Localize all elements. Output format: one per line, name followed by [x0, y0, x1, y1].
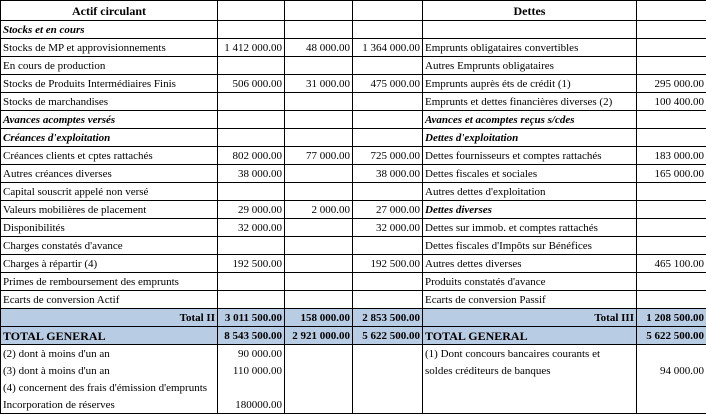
note-dettes-value [637, 379, 706, 396]
dettes-value: 295 000.00 [637, 75, 706, 93]
dettes-header: Dettes [423, 1, 637, 21]
amort-value [285, 237, 353, 255]
total-iii-value: 1 208 500.00 [637, 309, 706, 327]
dettes-value [637, 237, 706, 255]
net-value: 32 000.00 [353, 219, 423, 237]
note-empty [353, 345, 423, 363]
actif-label: Capital souscrit appelé non versé [1, 183, 218, 201]
brut-value [218, 57, 285, 75]
dettes-label: Dettes fiscales et sociales [423, 165, 637, 183]
actif-label: Primes de remboursement des emprunts [1, 273, 218, 291]
total-general-label-right: TOTAL GENERAL [423, 327, 637, 345]
total-ii-net: 2 853 500.00 [353, 309, 423, 327]
actif-label: Valeurs mobilières de placement [1, 201, 218, 219]
net-value [353, 21, 423, 39]
total-general-amort: 2 921 000.00 [285, 327, 353, 345]
table-row [1, 75, 706, 93]
note-empty [353, 362, 423, 379]
amort-value [285, 219, 353, 237]
table-row [1, 219, 706, 237]
table-row [1, 255, 706, 273]
dettes-value [637, 219, 706, 237]
brut-value: 32 000.00 [218, 219, 285, 237]
table-row [1, 57, 706, 75]
dettes-label: Autres dettes diverses [423, 255, 637, 273]
brut-value: 192 500.00 [218, 255, 285, 273]
amort-value [285, 21, 353, 39]
dettes-value [637, 291, 706, 309]
dettes-label [423, 21, 637, 39]
dettes-value [637, 129, 706, 147]
total-ii-brut: 3 011 500.00 [218, 309, 285, 327]
amort-value [285, 183, 353, 201]
total-general-dettes: 5 622 500.00 [637, 327, 706, 345]
dettes-value [637, 183, 706, 201]
table-row [1, 111, 706, 129]
dettes-label: Dettes fournisseurs et comptes rattachés [423, 147, 637, 165]
amort-value: 48 000.00 [285, 39, 353, 57]
dettes-value: 465 100.00 [637, 255, 706, 273]
note-row [1, 345, 706, 363]
brut-value: 506 000.00 [218, 75, 285, 93]
net-value: 27 000.00 [353, 201, 423, 219]
dettes-label: Dettes d'exploitation [423, 129, 637, 147]
dettes-value: 100 400.00 [637, 93, 706, 111]
brut-value [218, 111, 285, 129]
amort-value [285, 255, 353, 273]
table-row [1, 93, 706, 111]
note-dettes-label: (1) Dont concours bancaires courants et [423, 345, 637, 363]
net-value [353, 111, 423, 129]
brut-value: 802 000.00 [218, 147, 285, 165]
brut-value: 1 412 000.00 [218, 39, 285, 57]
total-ii-label: Total II [1, 309, 218, 327]
dettes-label: Emprunts et dettes financières diverses (2) [423, 93, 637, 111]
actif-label: Autres créances diverses [1, 165, 218, 183]
total-general-brut: 8 543 500.00 [218, 327, 285, 345]
total-general-row [1, 327, 706, 345]
dettes-label: Dettes fiscales d'Impôts sur Bénéfices [423, 237, 637, 255]
brut-value [218, 183, 285, 201]
dettes-value [637, 21, 706, 39]
actif-label: Charges constatés d'avance [1, 237, 218, 255]
brut-value [218, 21, 285, 39]
actif-label: Avances acomptes versés [1, 111, 218, 129]
table-row [1, 273, 706, 291]
note-empty [285, 362, 353, 379]
dettes-value: 165 000.00 [637, 165, 706, 183]
dettes-value [637, 57, 706, 75]
table-row [1, 201, 706, 219]
brut-value [218, 291, 285, 309]
actif-label: Disponibilités [1, 219, 218, 237]
note-row [1, 396, 706, 414]
note-value: 110 000.00 [218, 362, 285, 379]
total-general-label: TOTAL GENERAL [1, 327, 218, 345]
note-dettes-label: soldes créditeurs de banques [423, 362, 637, 379]
net-value: 1 364 000.00 [353, 39, 423, 57]
table-row [1, 183, 706, 201]
brut-value [218, 237, 285, 255]
dettes-label: Dettes diverses [423, 201, 637, 219]
total-iii-label: Total III [423, 309, 637, 327]
note-label: (4) concernent des frais d'émission d'emprunts [1, 379, 218, 396]
note-dettes-value [637, 396, 706, 414]
total-ii-amort: 158 000.00 [285, 309, 353, 327]
amort-value: 77 000.00 [285, 147, 353, 165]
dettes-value [637, 111, 706, 129]
note-label: (3) dont à moins d'un an [1, 362, 218, 379]
table-row [1, 21, 706, 39]
dettes-label: Autres Emprunts obligataires [423, 57, 637, 75]
brut-value: 38 000.00 [218, 165, 285, 183]
brut-value [218, 93, 285, 111]
amort-value [285, 57, 353, 75]
table-row [1, 129, 706, 147]
actif-label: Stocks de marchandises [1, 93, 218, 111]
dettes-label: Avances et acomptes reçus s/cdes [423, 111, 637, 129]
actif-label: Stocks de Produits Intermédiaires Finis [1, 75, 218, 93]
total-row [1, 309, 706, 327]
actif-label: Créances clients et cptes rattachés [1, 147, 218, 165]
actif-label: Charges à répartir (4) [1, 255, 218, 273]
net-value: 725 000.00 [353, 147, 423, 165]
amort-value: 31 000.00 [285, 75, 353, 93]
table-row [1, 39, 706, 57]
note-value [218, 379, 285, 396]
note-row [1, 379, 706, 396]
header-row [1, 1, 706, 21]
note-value: 90 000.00 [218, 345, 285, 363]
total-general-net: 5 622 500.00 [353, 327, 423, 345]
dettes-value: 183 000.00 [637, 147, 706, 165]
note-dettes-value [637, 345, 706, 363]
table-row [1, 237, 706, 255]
amort-value [285, 165, 353, 183]
net-value: 192 500.00 [353, 255, 423, 273]
actif-label: Créances d'exploitation [1, 129, 218, 147]
actif-label: Stocks et en cours [1, 21, 218, 39]
table-row [1, 165, 706, 183]
net-value [353, 57, 423, 75]
note-row [1, 362, 706, 379]
dettes-value [637, 39, 706, 57]
actif-label: En cours de production [1, 57, 218, 75]
brut-value [218, 273, 285, 291]
dettes-label: Dettes sur immob. et comptes rattachés [423, 219, 637, 237]
dettes-label: Ecarts de conversion Passif [423, 291, 637, 309]
amort-value [285, 129, 353, 147]
net-value [353, 237, 423, 255]
note-empty [285, 345, 353, 363]
net-value: 475 000.00 [353, 75, 423, 93]
net-value: 38 000.00 [353, 165, 423, 183]
note-empty [353, 396, 423, 414]
table-row [1, 291, 706, 309]
amort-value [285, 111, 353, 129]
note-empty [285, 396, 353, 414]
dettes-label: Autres dettes d'exploitation [423, 183, 637, 201]
amort-value [285, 291, 353, 309]
note-label: (2) dont à moins d'un an [1, 345, 218, 363]
dettes-label: Emprunts auprès éts de crédit (1) [423, 75, 637, 93]
actif-header: Actif circulant [1, 1, 218, 21]
net-value [353, 183, 423, 201]
dettes-label: Produits constatés d'avance [423, 273, 637, 291]
net-value [353, 291, 423, 309]
note-dettes-value: 94 000.00 [637, 362, 706, 379]
note-dettes-label [423, 396, 637, 414]
note-value: 180000.00 [218, 396, 285, 414]
note-dettes-label [423, 379, 637, 396]
note-empty [353, 379, 423, 396]
dettes-value [637, 201, 706, 219]
note-empty [285, 379, 353, 396]
actif-label: Stocks de MP et approvisionnements [1, 39, 218, 57]
table-row [1, 147, 706, 165]
amort-value [285, 93, 353, 111]
brut-value: 29 000.00 [218, 201, 285, 219]
brut-value [218, 129, 285, 147]
dettes-value [637, 273, 706, 291]
net-value [353, 129, 423, 147]
net-value [353, 93, 423, 111]
net-value [353, 273, 423, 291]
amort-value: 2 000.00 [285, 201, 353, 219]
actif-label: Ecarts de conversion Actif [1, 291, 218, 309]
amort-value [285, 273, 353, 291]
note-label: Incorporation de réserves [1, 396, 218, 414]
dettes-label: Emprunts obligataires convertibles [423, 39, 637, 57]
